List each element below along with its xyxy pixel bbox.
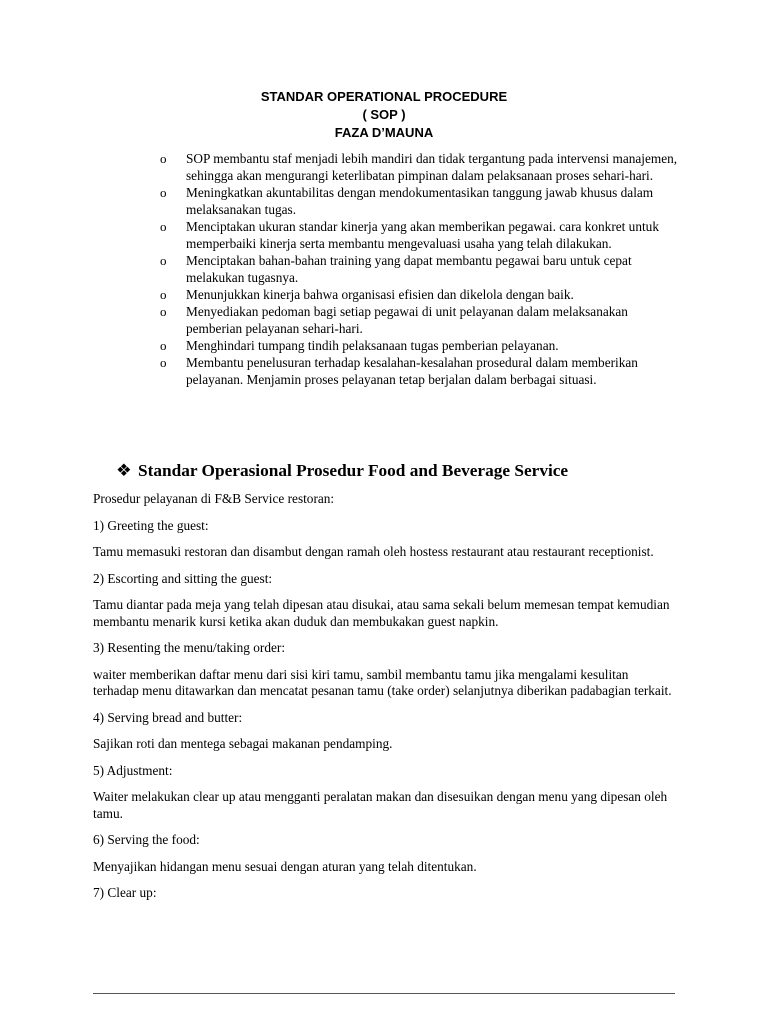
list-item (160, 252, 680, 286)
bullet-marker: o (160, 219, 167, 234)
list-item (160, 150, 680, 184)
list-item (160, 184, 680, 218)
bullet-marker: o (160, 253, 167, 268)
paragraph: waiter memberikan daftar menu dari sisi kiri tamu, sambil membantu tamu jika mengalami kesulitan terhadap menu ditawarkan dan mencatat pesanan tamu (take order) selanjutnya diberikan padabagian terkait. (93, 666, 672, 698)
paragraph: Tamu diantar pada meja yang telah dipesan atau disukai, atau sama sekali belum memesan tempat kemudian membantu menarik kursi ketika akan duduk dan membukakan guest napkin. (93, 597, 670, 629)
title-line-2: ( SOP ) (362, 107, 406, 122)
section-heading-text: Standar Operasional Prosedur Food and Beverage Service (138, 461, 569, 480)
bullet-marker: o (160, 151, 167, 166)
step-heading: 6) Serving the food: (93, 832, 200, 847)
footer-divider (93, 993, 675, 994)
title-line-1: STANDAR OPERATIONAL PROCEDURE (260, 89, 508, 104)
bullet-marker: o (160, 355, 167, 370)
bullet-marker: o (160, 338, 167, 353)
list-item-text: Meningkatkan akuntabilitas dengan mendokumentasikan tanggung jawab khusus dalam melaksanakan tugas. (186, 185, 654, 217)
paragraph: Sajikan roti dan mentega sebagai makanan pendamping. (93, 736, 393, 751)
list-item (160, 286, 680, 303)
list-item-text: SOP membantu staf menjadi lebih mandiri dan tidak tergantung pada intervensi manajemen, sehingga akan mengurangi keterlibatan pimpinan dalam pelaksanaan proses sehari-hari. (186, 151, 678, 183)
diamond-bullet-icon: ❖ (116, 461, 132, 480)
list-item-text: Menciptakan ukuran standar kinerja yang akan memberikan pegawai. cara konkret untuk memperbaiki kinerja serta membantu mengevaluasi usaha yang telah dilakukan. (186, 219, 659, 251)
sop-benefits-list (160, 150, 680, 388)
step-heading: 4) Serving bread and butter: (93, 709, 243, 725)
paragraph: Waiter melakukan clear up atau mengganti peralatan makan dan disesuikan dengan menu yang dipesan oleh tamu. (93, 789, 668, 821)
list-item (160, 354, 680, 388)
step-heading: 3) Resenting the menu/taking order: (93, 640, 286, 655)
list-item-text: Menghindari tumpang tindih pelaksanaan tugas pemberian pelayanan. (186, 338, 559, 353)
paragraph: Menyajikan hidangan menu sesuai dengan aturan yang telah ditentukan. (93, 858, 477, 874)
step-heading: 5) Adjustment: (93, 762, 173, 778)
list-item-text: Menunjukkan kinerja bahwa organisasi efisien dan dikelola dengan baik. (186, 287, 574, 302)
list-item-text: Menyediakan pedoman bagi setiap pegawai di unit pelayanan dalam melaksanakan pemberian pelayanan sehari-hari. (186, 304, 628, 336)
section-heading (116, 460, 568, 482)
bullet-marker: o (160, 304, 167, 319)
step-heading: 1) Greeting the guest: (93, 517, 209, 533)
list-item (160, 303, 680, 337)
title-line-3: FAZA D’MAUNA (334, 125, 434, 140)
list-item (160, 337, 680, 354)
paragraph: Tamu memasuki restoran dan disambut dengan ramah oleh hostess restaurant atau restaurant receptionist. (93, 544, 654, 559)
list-item (160, 218, 680, 252)
bullet-marker: o (160, 185, 167, 200)
paragraph: Prosedur pelayanan di F&B Service restoran: (93, 491, 335, 506)
step-heading: 2) Escorting and sitting the guest: (93, 570, 273, 586)
list-item-text: Menciptakan bahan-bahan training yang dapat membantu pegawai baru untuk cepat melakukan tugasnya. (186, 253, 632, 285)
document-title (0, 88, 768, 142)
bullet-marker: o (160, 287, 167, 302)
list-item-text: Membantu penelusuran terhadap kesalahan-kesalahan prosedural dalam memberikan pelayanan. Menjamin proses pelayanan tetap berjalan dalam berbagai situasi. (186, 355, 638, 387)
procedure-body (93, 491, 673, 912)
step-heading: 7) Clear up: (93, 885, 157, 900)
